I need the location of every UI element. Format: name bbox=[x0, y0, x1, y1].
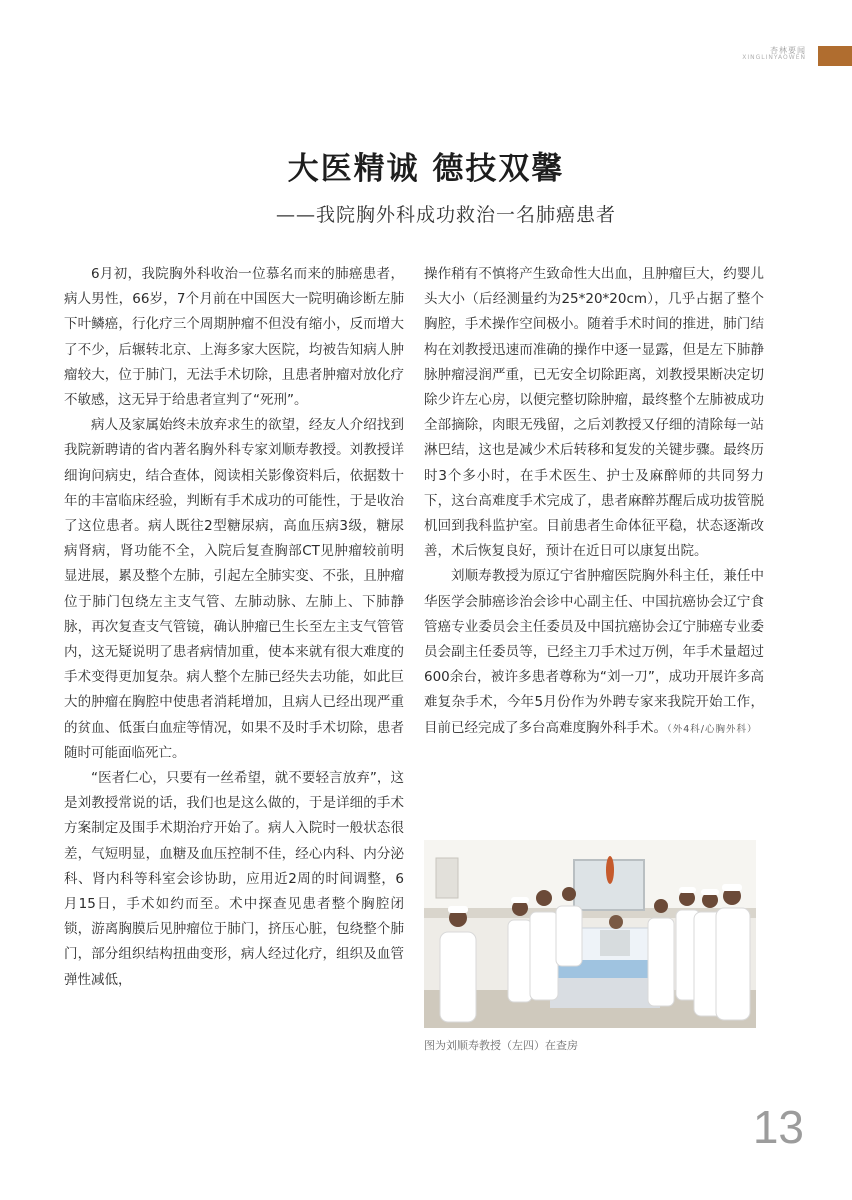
ward-round-photo bbox=[424, 840, 756, 1028]
left-column bbox=[64, 262, 404, 993]
paragraph: “医者仁心，只要有一丝希望，就不要轻言放弃”，这是刘教授常说的话，我们也是这么做的，于是详细的手术方案制定及围手术期治疗开始了。病人入院时一般状态很差，气短明显，血糖及血压控制不佳，经心内科、内分泌科、肾内科等科室会诊协助，应用近2周的时间调整，6月15日，手术如约而至。术中探查见患者整个胸腔闭锁，游离胸膜后见肿瘤位于肺门，挤压心脏，包绕整个肺门，部分组织结构扭曲变形，病人经过化疗，组织及血管弹性减低， bbox=[64, 770, 404, 988]
section-header-label bbox=[742, 46, 806, 62]
section-name: 杏林要闻 bbox=[770, 46, 806, 55]
article-title: 大医精诚 德技双馨 bbox=[287, 151, 565, 187]
section-name-pinyin: XINGLINYAOWEN bbox=[742, 54, 806, 62]
paragraph-text: 刘顺寿教授为原辽宁省肿瘤医院胸外科主任，兼任中华医学会肺癌诊治会诊中心副主任、中国抗癌协会辽宁食管癌专业委员会主任委员及中国抗癌协会辽宁肺癌专业委员会副主任委员等，已经主刀手术过万例，年手术量超过600余台，被许多患者尊称为“刘一刀”，成功开展许多高难复杂手术，今年5月份作为外聘专家来我院开始工作，目前已经完成了多台高难度胸外科手术。 bbox=[424, 568, 764, 736]
author-note: （外4科/心胸外科） bbox=[667, 723, 758, 735]
paragraph-continued: 操作稍有不慎将产生致命性大出血，且肿瘤巨大，约婴儿头大小（后经测量约为25*20*20cm），几乎占据了整个胸腔，手术操作空间极小。随着手术时间的推进，肺门结构在刘教授迅速而准确的操作中逐一显露，但是左下肺静脉肿瘤浸润严重，已无安全切除距离，刘教授果断决定切除少许左心房，以便完整切除肿瘤，最终整个左肺被成功全部摘除，肉眼无残留，之后刘教授又仔细的清除每一站淋巴结，这也是减少术后转移和复发的关键步骤。最终历时3个多小时，在手术医生、护士及麻醉师的共同努力下，这台高难度手术完成了，患者麻醉苏醒后成功拔管脱机回到我科监护室。目前患者生命体征平稳，状态逐渐改善，术后恢复良好，预计在近日可以康复出院。 bbox=[424, 266, 764, 560]
photo-caption: 图为刘顺寿教授（左四）在查房 bbox=[424, 1039, 578, 1052]
paragraph: 病人及家属始终未放弃求生的欲望，经友人介绍找到我院新聘请的省内著名胸外科专家刘顺寿教授。刘教授详细询问病史，结合查体，阅读相关影像资料后，依据数十年的丰富临床经验，判断有手术成功的可能性，于是收治了这位患者。病人既往2型糖尿病，高血压病3级，糖尿病肾病，肾功能不全，入院后复查胸部CT见肿瘤较前明显进展，累及整个左肺，引起左全肺实变、不张，且肿瘤位于肺门包绕左主支气管、左肺动脉、左肺上、下肺静脉，再次复查支气管镜，确认肿瘤已生长至左主支气管管内，这无疑说明了患者病情加重，使本来就有很大难度的手术变得更加复杂。病人整个左肺已经失去功能，如此巨大的肿瘤在胸腔中使患者消耗增加，且病人已经出现严重的贫血、低蛋白血症等情况，如果不及时手术切除，患者随时可能面临死亡。 bbox=[64, 417, 404, 761]
right-column bbox=[424, 262, 764, 742]
article-subtitle: ——我院胸外科成功救治一名肺癌患者 bbox=[275, 204, 616, 226]
page-number: 13 bbox=[752, 1101, 804, 1153]
section-color-tab bbox=[818, 46, 852, 66]
paragraph bbox=[424, 564, 764, 741]
paragraph: 6月初，我院胸外科收治一位慕名而来的肺癌患者，病人男性，66岁，7个月前在中国医大一院明确诊断左肺下叶鳞癌，行化疗三个周期肿瘤不但没有缩小，反而增大了不少，后辗转北京、上海多家大医院，均被告知病人肿瘤较大，位于肺门，无法手术切除，且患者肿瘤对放化疗不敏感，这无异于给患者宣判了“死刑”。 bbox=[64, 266, 404, 409]
